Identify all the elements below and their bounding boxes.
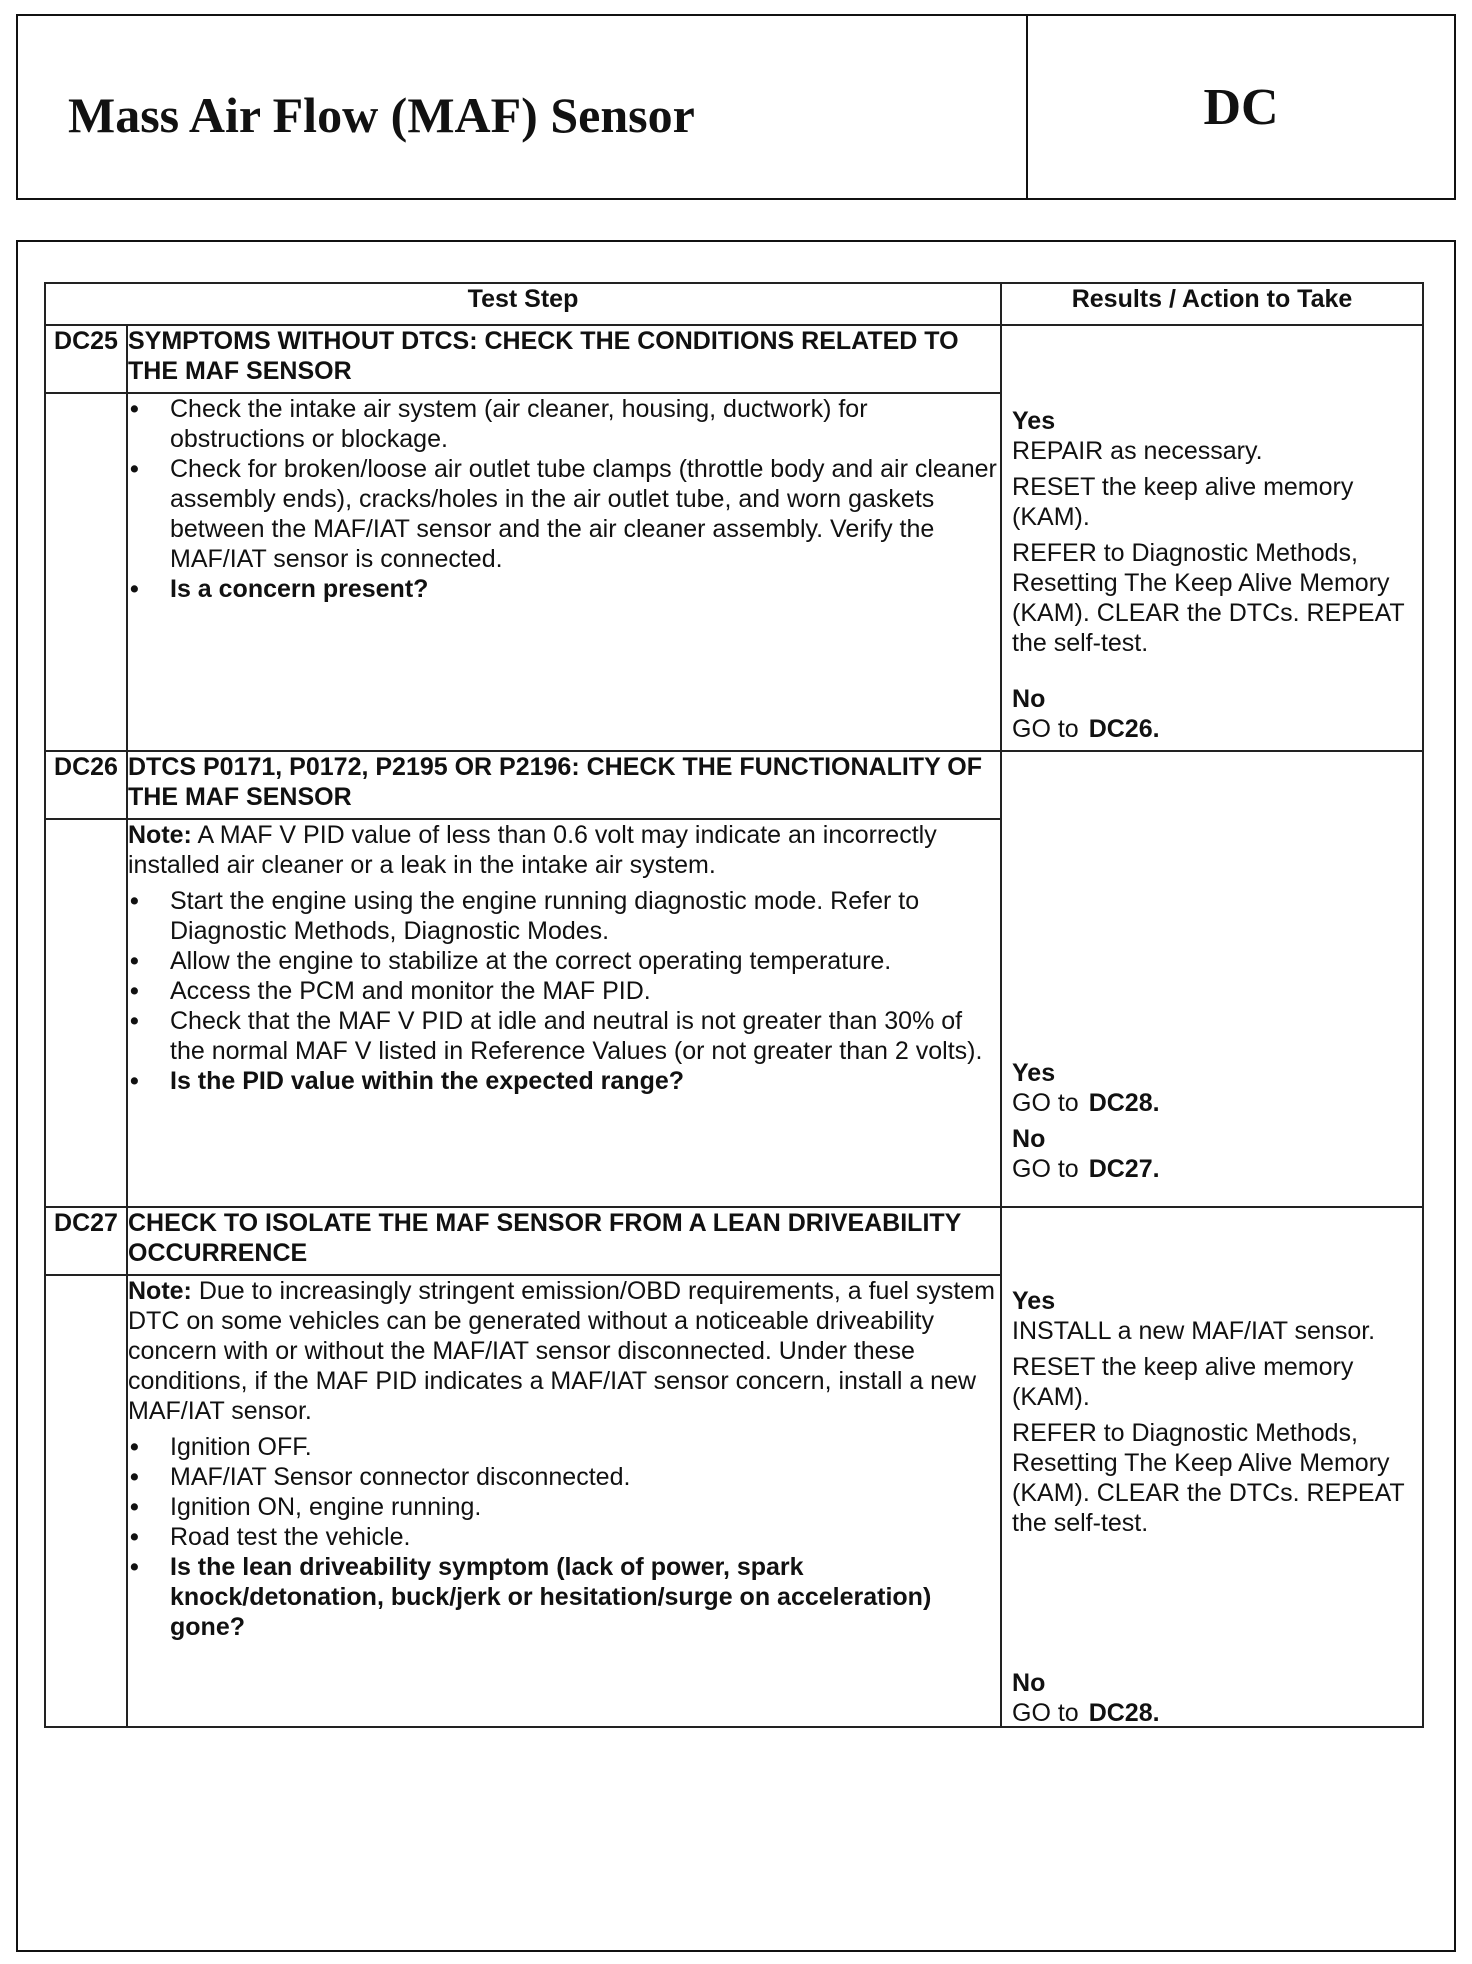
list-item: • Ignition ON, engine running.	[128, 1492, 1000, 1522]
table-header-row	[45, 283, 1423, 325]
no-label: No	[1012, 685, 1046, 713]
list-item: • MAF/IAT Sensor connector disconnected.	[128, 1462, 1000, 1492]
step-id-blank	[45, 393, 127, 751]
step-body	[127, 1275, 1001, 1727]
step-body	[127, 393, 1001, 751]
goto-ref: DC28.	[1088, 1089, 1160, 1117]
result-line: RESET the keep alive memory (KAM).	[1012, 473, 1354, 531]
step-title: CHECK TO ISOLATE THE MAF SENSOR FROM A LEAN DRIVEABILITY OCCURRENCE	[127, 1207, 1001, 1275]
goto-text: GO to	[1012, 1155, 1079, 1183]
list-item: • Access the PCM and monitor the MAF PID.	[128, 976, 1000, 1006]
result-goto	[1012, 1154, 1414, 1184]
list-item: • Road test the vehicle.	[128, 1522, 1000, 1552]
col-header-results: Results / Action to Take	[1001, 283, 1423, 325]
goto-text: GO to	[1012, 715, 1079, 743]
step-id-blank	[45, 819, 127, 1207]
step-note	[128, 1276, 1000, 1426]
step-dc25-results	[1001, 325, 1423, 751]
step-dc26-title-row	[45, 751, 1423, 819]
note-text: Due to increasingly stringent emission/OBD requirements, a fuel system DTC on some vehicles can be generated without a noticeable driveability concern with or without the MAF/IAT sensor disconnected. Under these conditions, if the MAF PID indicates a MAF/IAT sensor concern, install a new MAF/IAT sensor.	[128, 1277, 996, 1425]
step-question: • Is a concern present?	[128, 574, 1000, 604]
col-header-test-step: Test Step	[45, 283, 1001, 325]
goto-text: GO to	[1012, 1699, 1079, 1727]
list-item: • Ignition OFF.	[128, 1432, 1000, 1462]
goto-text: GO to	[1012, 1089, 1079, 1117]
step-title: SYMPTOMS WITHOUT DTCS: CHECK THE CONDITIONS RELATED TO THE MAF SENSOR	[127, 325, 1001, 393]
goto-ref: DC28.	[1088, 1699, 1160, 1727]
note-label: Note:	[128, 821, 192, 849]
note-label: Note:	[128, 1277, 192, 1305]
list-item: • Allow the engine to stabilize at the correct operating temperature.	[128, 946, 1000, 976]
list-item: • Check the intake air system (air cleaner, housing, ductwork) for obstructions or blockage.	[128, 394, 1000, 454]
step-question: • Is the lean driveability symptom (lack of power, spark knock/detonation, buck/jerk or hesitation/surge on acceleration) gone?	[128, 1552, 1000, 1642]
yes-label: Yes	[1012, 1287, 1056, 1315]
page-header	[16, 14, 1456, 200]
list-item: • Check that the MAF V PID at idle and neutral is not greater than 30% of the normal MAF V listed in Reference Values (or not greater than 2 volts).	[128, 1006, 1000, 1066]
section-code: DC	[1203, 78, 1279, 136]
step-dc27-title-row	[45, 1207, 1423, 1275]
result-line: REFER to Diagnostic Methods, Resetting The Keep Alive Memory (KAM). CLEAR the DTCs. REPEAT the self-test.	[1012, 1419, 1405, 1537]
list-item: • Check for broken/loose air outlet tube clamps (throttle body and air cleaner assembly ends), cracks/holes in the air outlet tube, and worn gaskets between the MAF/IAT sensor and the air cleaner assembly. Verify the MAF/IAT sensor is connected.	[128, 454, 1000, 574]
result-line: REPAIR as necessary.	[1012, 437, 1263, 465]
step-id: DC25	[45, 325, 127, 393]
result-line: RESET the keep alive memory (KAM).	[1012, 1353, 1354, 1411]
step-bullets	[128, 394, 1000, 604]
yes-label: Yes	[1012, 407, 1056, 435]
step-note	[128, 820, 1000, 880]
step-id: DC26	[45, 751, 127, 819]
list-item: • Start the engine using the engine running diagnostic mode. Refer to Diagnostic Methods, Diagnostic Modes.	[128, 886, 1000, 946]
no-label: No	[1012, 1125, 1046, 1153]
page-title: Mass Air Flow (MAF) Sensor	[68, 87, 695, 143]
result-goto	[1012, 1698, 1414, 1728]
result-line: INSTALL a new MAF/IAT sensor.	[1012, 1317, 1376, 1345]
goto-ref: DC26.	[1088, 715, 1160, 743]
result-line: REFER to Diagnostic Methods, Resetting The Keep Alive Memory (KAM). CLEAR the DTCs. REPEAT the self-test.	[1012, 539, 1405, 657]
no-label: No	[1012, 1669, 1046, 1697]
step-dc27-results	[1001, 1207, 1423, 1727]
step-body	[127, 819, 1001, 1207]
result-goto	[1012, 1088, 1414, 1118]
step-title: DTCS P0171, P0172, P2195 OR P2196: CHECK THE FUNCTIONALITY OF THE MAF SENSOR	[127, 751, 1001, 819]
diagnostic-table	[44, 282, 1424, 1728]
step-dc25-title-row	[45, 325, 1423, 393]
step-id: DC27	[45, 1207, 127, 1275]
step-question: • Is the PID value within the expected range?	[128, 1066, 1000, 1096]
step-id-blank	[45, 1275, 127, 1727]
note-text: A MAF V PID value of less than 0.6 volt may indicate an incorrectly installed air cleaner or a leak in the intake air system.	[128, 821, 937, 879]
step-dc26-results	[1001, 751, 1423, 1207]
goto-ref: DC27.	[1088, 1155, 1160, 1183]
step-bullets	[128, 1432, 1000, 1642]
result-goto	[1012, 714, 1414, 744]
step-bullets	[128, 886, 1000, 1096]
yes-label: Yes	[1012, 1059, 1056, 1087]
